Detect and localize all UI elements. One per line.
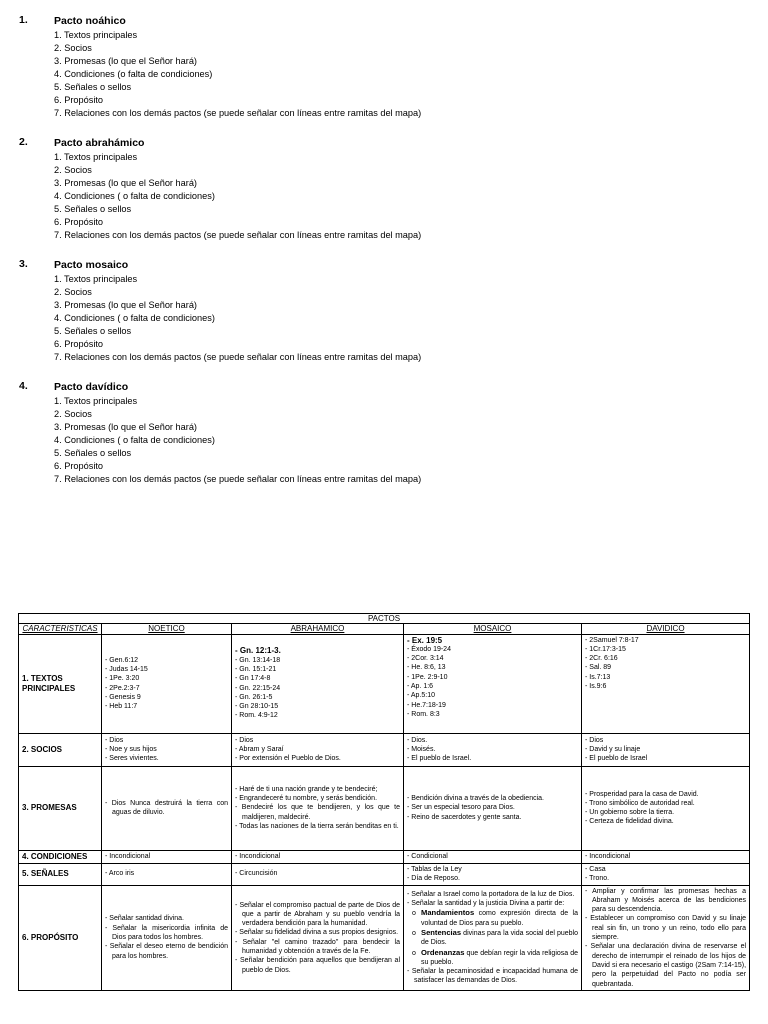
cell-line: - Seres vivientes. <box>105 755 159 763</box>
cell-line: - Dios. <box>407 736 428 744</box>
cell-sub-line <box>407 948 578 968</box>
cell-line: - He. 8:6, 13 <box>407 664 446 672</box>
term-description: como expresión directa de la voluntad de Dios para su pueblo. <box>421 910 578 927</box>
cell-textos-abrahamico <box>232 634 404 733</box>
cell-line: - Señalar una declaración divina de reservarse el derecho de interrumpir el reinado de los hijos de David si era necesario el castigo (2Sam 7:14-15), pero la perpetuidad del Pacto no podía ser quebrantada. <box>585 943 747 988</box>
cell-line: - Día de Reposo. <box>407 875 460 883</box>
section-item: 4. Condiciones ( o falta de condiciones) <box>54 191 215 201</box>
outline-section <box>0 380 768 486</box>
header-mosaico: MOSAICO <box>404 624 582 634</box>
cell-line: - Ap.5:10 <box>407 692 436 700</box>
cell-line: - Haré de ti una nación grande y te bendeciré; <box>235 785 378 793</box>
cell-line: - Señalar la santidad y la justicia Divina a partir de: <box>407 900 565 908</box>
term: Mandamientos <box>421 908 475 918</box>
section-item: 2. Socios <box>54 409 92 419</box>
cell-line: - Gn. 13:14-18 <box>235 656 281 664</box>
outline-section <box>0 136 768 242</box>
cell-line: - Dios Nunca destruirá la tierra con aguas de diluvio. <box>105 799 228 817</box>
cell-line: - El pueblo de Israel <box>585 755 648 763</box>
cell-proposito-mosaico <box>404 885 582 990</box>
cell-line: - Bendeciré los que te bendijeren, y los que te maldijeren, maldeciré. <box>235 804 400 821</box>
cell-line: - Certeza de fidelidad divina. <box>585 818 674 826</box>
row-senales <box>19 863 750 885</box>
cell-line: - Todas las naciones de la tierra serán benditas en ti. <box>235 823 399 831</box>
covenant-outline <box>0 14 768 502</box>
cell-condiciones-davidico: - Incondicional <box>582 850 750 863</box>
section-item: 3. Promesas (lo que el Señor hará) <box>54 178 197 188</box>
cell-promesas-davidico <box>582 766 750 850</box>
header-abrahamico: ABRAHAMICO <box>232 624 404 634</box>
section-item: 4. Condiciones (o falta de condiciones) <box>54 69 213 79</box>
cell-line: - Trono simbólico de autoridad real. <box>585 799 695 807</box>
cell-promesas-mosaico <box>404 766 582 850</box>
cell-line: - Reino de sacerdotes y gente santa. <box>407 813 522 821</box>
cell-proposito-noetico <box>102 885 232 990</box>
cell-line: - Sal. 89 <box>585 664 612 672</box>
section-item: 4. Condiciones ( o falta de condiciones) <box>54 435 215 445</box>
cell-line: - Is.9:6 <box>585 683 607 691</box>
term: Ordenanzas <box>421 947 465 957</box>
cell-promesas-noetico <box>102 766 232 850</box>
cell-proposito-abrahamico <box>232 885 404 990</box>
cell-line: - Circuncisión <box>235 870 278 878</box>
cell-textos-davidico <box>582 634 750 733</box>
section-item: 6. Propósito <box>54 95 104 105</box>
cell-line: - Arco iris <box>105 870 135 878</box>
circle-bullet-icon: o <box>412 910 416 918</box>
cell-line: - Ser un especial tesoro para Dios. <box>407 804 515 812</box>
cell-line: - Por extensión el Pueblo de Dios. <box>235 755 341 763</box>
row-label-proposito: 6. PROPÓSITO <box>19 885 102 990</box>
cell-line: - Señalar bendición para aquellos que bendijeran al pueblo de Dios. <box>235 957 400 974</box>
cell-line: - Gn 17:4-8 <box>235 675 271 683</box>
section-item: 5. Señales o sellos <box>54 326 132 336</box>
row-label-socios: 2. SOCIOS <box>19 733 102 766</box>
cell-line: - Genesis 9 <box>105 693 141 701</box>
section-item: 6. Propósito <box>54 461 104 471</box>
cell-line: - 2Samuel 7:8-17 <box>585 636 639 644</box>
cell-text: - Gn. 12:1-3. <box>235 646 281 656</box>
section-item: 3. Promesas (lo que el Señor hará) <box>54 56 197 66</box>
cell-line: - 1Pe. 3:20 <box>105 675 140 683</box>
cell-line: - Éxodo 19-24 <box>407 645 451 653</box>
row-socios <box>19 733 750 766</box>
section-item: 7. Relaciones con los demás pactos (se puede señalar con líneas entre ramitas del mapa) <box>54 230 422 240</box>
cell-line: - Señalar a Israel como la portadora de la luz de Dios. <box>407 890 575 898</box>
cell-line: - Ampliar y confirmar las promesas hechas a Abraham y Moisés acerca de las bendiciones para su descendencia. <box>585 887 747 914</box>
section-item: 1. Textos principales <box>54 30 138 40</box>
cell-line: - David y su linaje <box>585 745 641 753</box>
cell-senales-mosaico <box>404 863 582 885</box>
cell-senales-noetico <box>102 863 232 885</box>
cell-socios-abrahamico <box>232 733 404 766</box>
header-davidico: DAVIDICO <box>582 624 750 634</box>
cell-line: - Un gobierno sobre la tierra. <box>585 809 675 817</box>
cell-senales-davidico <box>582 863 750 885</box>
cell-line: - Heb 11:7 <box>105 703 138 711</box>
cell-condiciones-abrahamico: - Incondicional <box>232 850 404 863</box>
cell-line: - Judas 14-15 <box>105 666 148 673</box>
cell-line: - Señalar el compromiso pactual de parte de Dios de que a partir de Abraham y su pueblo vendría la verdadera bendición para la humanidad. <box>235 901 400 928</box>
cell-line: - 1Pe. 2:9-10 <box>407 673 448 681</box>
cell-line: - Casa <box>585 865 606 873</box>
cell-textos-mosaico <box>404 634 582 733</box>
cell-line: - 2Pe.2:3-7 <box>105 684 140 692</box>
cell-line: - Tablas de la Ley <box>407 865 462 873</box>
cell-socios-davidico <box>582 733 750 766</box>
cell-line: - Is.7:13 <box>585 673 611 681</box>
section-item-list <box>54 151 768 242</box>
cell-line: - He.7:18-19 <box>407 701 446 709</box>
section-item: 7. Relaciones con los demás pactos (se puede señalar con líneas entre ramitas del mapa) <box>54 108 422 118</box>
section-item: 2. Socios <box>54 287 92 297</box>
cell-line: - Dios <box>235 736 254 744</box>
cell-condiciones-noetico: - Incondicional <box>102 850 232 863</box>
cell-line: - Señalar "el camino trazado" para bendecir la humanidad y obtención a través de la Fe. <box>235 938 400 956</box>
cell-line: - Dios <box>105 736 124 744</box>
cell-line: - 2Cr. 6:16 <box>585 655 618 663</box>
cell-line: - Moisés. <box>407 745 436 753</box>
cell-line: - Rom. 8:3 <box>407 710 440 718</box>
cell-line: - 2Cor. 3:14 <box>407 655 444 663</box>
circle-bullet-icon: o <box>412 929 416 937</box>
section-item: 2. Socios <box>54 43 92 53</box>
covenants-table-wrap <box>18 613 749 991</box>
section-item: 4. Condiciones ( o falta de condiciones) <box>54 313 215 323</box>
cell-line: - Gn 28:10-15 <box>235 703 279 711</box>
cell-sub-line <box>407 928 578 948</box>
section-number: 1. <box>19 14 28 26</box>
cell-line: - Señalar el deseo eterno de bendición para los hombres. <box>105 943 228 960</box>
section-item: 1. Textos principales <box>54 396 138 406</box>
row-label-condiciones: 4. CONDICIONES <box>19 850 102 863</box>
cell-textos-noetico <box>102 634 232 733</box>
section-title: Pacto abrahámico <box>54 137 145 149</box>
section-item: 3. Promesas (lo que el Señor hará) <box>54 300 197 310</box>
cell-line: - 1Cr.17:3-15 <box>585 645 626 653</box>
header-noetico: NOETICO <box>102 624 232 634</box>
section-item-list <box>54 29 768 120</box>
row-promesas <box>19 766 750 850</box>
cell-socios-noetico <box>102 733 232 766</box>
cell-line: - Abram y Saraí <box>235 745 284 753</box>
section-item: 1. Textos principales <box>54 274 138 284</box>
section-item: 1. Textos principales <box>54 152 138 162</box>
cell-line: - El pueblo de Israel. <box>407 755 472 763</box>
cell-line: - Ap. 1:6 <box>407 683 434 691</box>
circle-bullet-icon: o <box>412 949 416 957</box>
section-item-list <box>54 273 768 364</box>
cell-line: - Gen.6:12 <box>105 656 139 664</box>
cell-sub-line <box>407 908 578 928</box>
cell-socios-mosaico <box>404 733 582 766</box>
cell-line: - Engrandeceré tu nombre, y serás bendición. <box>235 795 378 803</box>
covenants-table <box>18 613 750 991</box>
cell-senales-abrahamico <box>232 863 404 885</box>
cell-line: - Gn. 22:15-24 <box>235 684 281 692</box>
row-label-promesas: 3. PROMESAS <box>19 766 102 850</box>
row-proposito <box>19 885 750 990</box>
section-item: 5. Señales o sellos <box>54 82 132 92</box>
section-item: 3. Promesas (lo que el Señor hará) <box>54 422 197 432</box>
cell-line: - Señalar santidad divina. <box>105 915 184 923</box>
section-item: 7. Relaciones con los demás pactos (se puede señalar con líneas entre ramitas del mapa) <box>54 352 422 362</box>
section-title: Pacto noáhico <box>54 15 126 27</box>
section-item: 6. Propósito <box>54 339 104 349</box>
outline-section <box>0 14 768 120</box>
section-item: 5. Señales o sellos <box>54 204 132 214</box>
section-title: Pacto davídico <box>54 381 129 393</box>
section-item: 2. Socios <box>54 165 92 175</box>
cell-line: - Señalar la pecaminosidad e incapacidad humana de satisfacer las demandas de Dios. <box>407 968 578 985</box>
outline-section <box>0 258 768 364</box>
section-item-list <box>54 395 768 486</box>
cell-proposito-davidico <box>582 885 750 990</box>
cell-text: - Ex. 19:5 <box>407 635 443 645</box>
cell-line: - Gn. 15:1-21 <box>235 666 277 673</box>
section-item: 7. Relaciones con los demás pactos (se puede señalar con líneas entre ramitas del mapa) <box>54 474 422 484</box>
cell-line: - Bendición divina a través de la obediencia. <box>407 795 544 803</box>
cell-line: - Trono. <box>585 875 610 883</box>
section-item: 6. Propósito <box>54 217 104 227</box>
section-item: 5. Señales o sellos <box>54 448 132 458</box>
term-description: divinas para la vida social del pueblo de Dios. <box>421 929 578 947</box>
term: Sentencias <box>421 927 462 937</box>
section-number: 4. <box>19 380 28 392</box>
table-title: PACTOS <box>19 614 750 624</box>
cell-promesas-abrahamico <box>232 766 404 850</box>
row-label-senales: 5. SEÑALES <box>19 863 102 885</box>
cell-line: - Señalar la misericordia infinita de Dios para todos los hombres. <box>105 924 228 942</box>
section-number: 3. <box>19 258 28 270</box>
cell-line: - Rom. 4:9-12 <box>235 712 278 720</box>
cell-condiciones-mosaico: - Condicional <box>404 850 582 863</box>
row-condiciones <box>19 850 750 863</box>
term-description: que debían regir la vida religiosa de su pueblo. <box>421 949 578 966</box>
cell-line: - Prosperidad para la casa de David. <box>585 790 699 798</box>
cell-line: - Gn. 26:1-5 <box>235 693 273 701</box>
section-number: 2. <box>19 136 28 148</box>
header-caracteristicas: CARACTERISTICAS <box>19 624 102 634</box>
cell-line: - Establecer un compromiso con David y su linaje real sin fin, un trono y un reino, todo ello para siempre. <box>585 915 747 942</box>
row-textos <box>19 634 750 733</box>
section-title: Pacto mosaico <box>54 259 129 271</box>
cell-line: - Dios <box>585 736 604 744</box>
cell-line: - Señalar su fidelidad divina a sus propios designios. <box>235 929 399 937</box>
cell-line: - Noe y sus hijos <box>105 745 157 753</box>
row-label-textos: 1. TEXTOS PRINCIPALES <box>19 634 102 733</box>
